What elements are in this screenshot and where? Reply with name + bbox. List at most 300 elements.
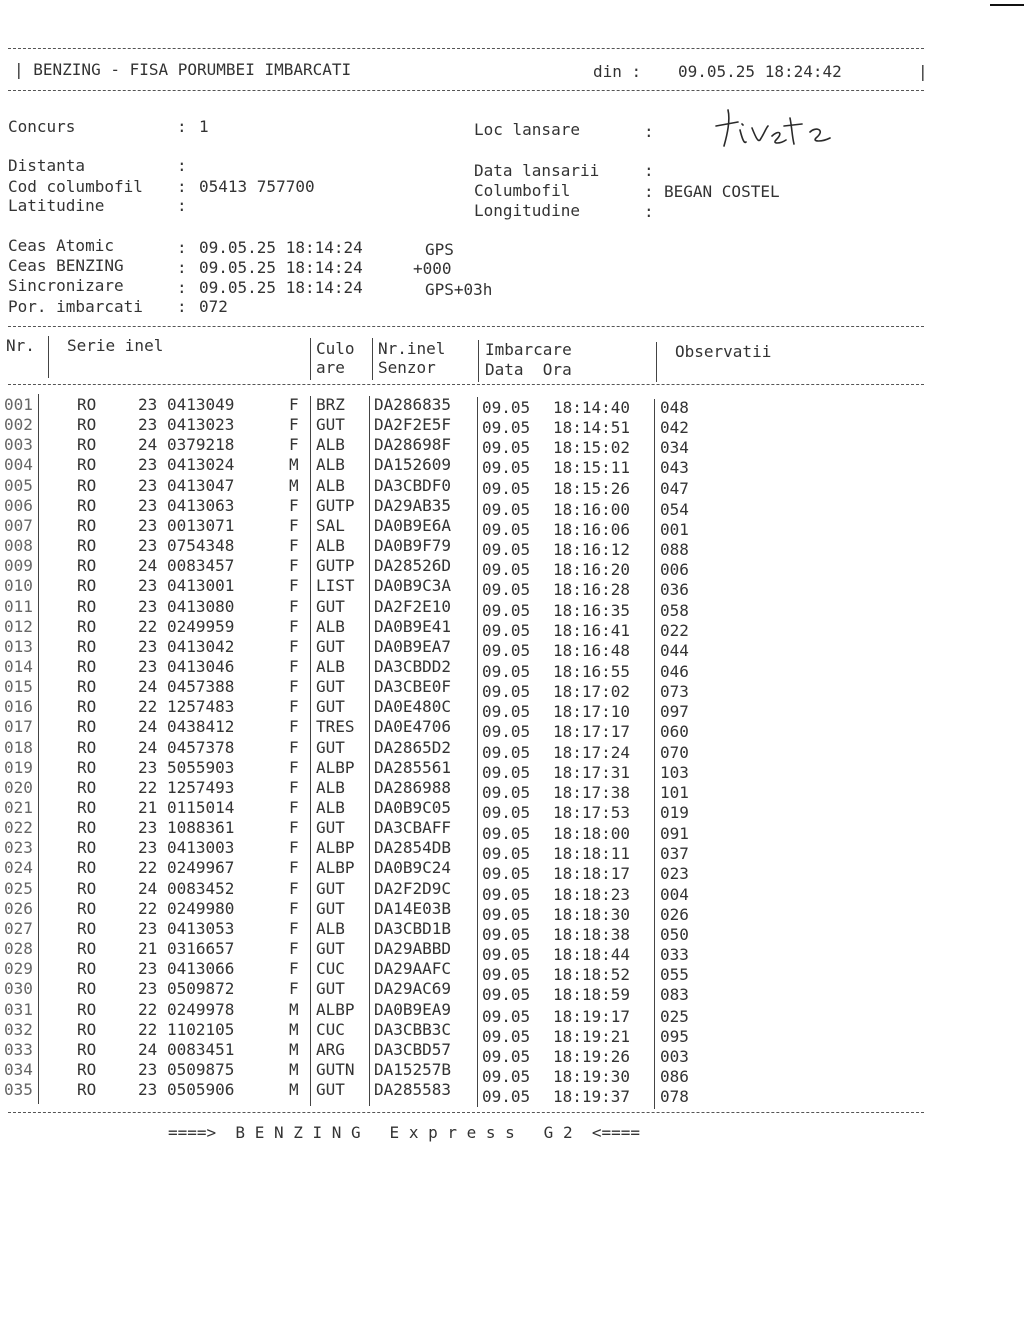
- sex: F: [289, 576, 299, 596]
- table-row: [0, 1039, 1024, 1066]
- scan-corner-mark: [990, 4, 1024, 6]
- observation: 025: [660, 1006, 689, 1026]
- ring-country: RO: [77, 898, 97, 918]
- col-header-imbarcare: Imbarcare: [485, 340, 572, 359]
- observation: 044: [660, 640, 689, 660]
- color-code: ALB: [316, 616, 345, 636]
- table-row: [0, 918, 1024, 944]
- ring-year: 23: [138, 475, 158, 495]
- ring-country: RO: [77, 515, 97, 535]
- observation: 022: [660, 620, 689, 640]
- sex: F: [289, 636, 299, 656]
- ring-year: 23: [138, 515, 158, 535]
- ring-number: 0413046: [167, 656, 235, 676]
- basketing-date: 09.05: [482, 824, 531, 844]
- table-row: [0, 556, 1024, 580]
- basketing-date: 09.05: [482, 1087, 531, 1107]
- sensor-id: DA2F2E10: [374, 596, 452, 616]
- ring-country: RO: [77, 918, 97, 938]
- sensor-id: DA3CBD57: [374, 1039, 452, 1059]
- observation: 073: [660, 682, 689, 702]
- ring-country: RO: [77, 858, 97, 878]
- sex: F: [289, 415, 299, 435]
- observation: 046: [660, 661, 689, 681]
- sensor-id: DA3CBAFF: [374, 818, 452, 838]
- ring-number: 0316657: [167, 939, 235, 959]
- sensor-id: DA285561: [374, 757, 452, 777]
- basketing-date: 09.05: [482, 640, 531, 660]
- sensor-id: DA0B9C24: [374, 858, 452, 878]
- ring-number: 5055903: [167, 757, 235, 777]
- table-row: [0, 1019, 1024, 1046]
- color-code: ALB: [316, 656, 345, 676]
- sex: F: [289, 556, 299, 576]
- row-number: 008: [4, 536, 33, 556]
- ring-number: 0249978: [167, 999, 235, 1019]
- basketing-date: 09.05: [482, 499, 531, 519]
- sex: F: [289, 979, 299, 999]
- observation: 033: [660, 945, 689, 965]
- table-row: [0, 939, 1024, 965]
- sensor-id: DA0B9E41: [374, 616, 452, 636]
- basketing-date: 09.05: [482, 438, 531, 458]
- document-title: | BENZING - FISA PORUMBEI IMBARCATI: [14, 60, 352, 79]
- basketing-date: 09.05: [482, 965, 531, 985]
- header-divider: [48, 336, 49, 378]
- sex: F: [289, 435, 299, 455]
- basketing-date: 09.05: [482, 864, 531, 884]
- basketing-date: 09.05: [482, 398, 531, 417]
- ring-year: 23: [138, 918, 158, 938]
- sex: F: [289, 536, 299, 556]
- basketing-time: 18:16:48: [553, 640, 631, 660]
- basketing-date: 09.05: [482, 762, 531, 782]
- table-row: [0, 476, 1024, 496]
- basketing-time: 18:18:00: [553, 824, 631, 844]
- ring-number: 1257493: [167, 777, 235, 797]
- basketing-time: 18:18:23: [553, 884, 631, 904]
- observation: 101: [660, 782, 689, 802]
- row-number: 020: [4, 777, 33, 797]
- sex: M: [289, 1059, 299, 1079]
- header-divider: [478, 340, 479, 382]
- sex: F: [289, 596, 299, 616]
- sex: F: [289, 798, 299, 817]
- row-number: 011: [4, 596, 33, 616]
- observation: 048: [660, 398, 689, 417]
- ring-year: 21: [138, 798, 158, 817]
- ring-country: RO: [77, 818, 97, 838]
- basketing-time: 18:17:38: [553, 782, 631, 802]
- sex: F: [289, 959, 299, 979]
- observation: 004: [660, 884, 689, 904]
- basketing-time: 18:17:53: [553, 803, 631, 822]
- basketing-time: 18:17:31: [553, 762, 631, 782]
- table-row: [0, 495, 1024, 519]
- observation: 001: [660, 519, 689, 539]
- ring-number: 0509872: [167, 979, 235, 999]
- basketing-date: 09.05: [482, 661, 531, 681]
- sex: F: [289, 697, 299, 717]
- row-number: 031: [4, 999, 33, 1019]
- basketing-time: 18:19:21: [553, 1026, 631, 1046]
- color-code: TRES: [316, 717, 355, 737]
- sex: F: [289, 838, 299, 858]
- col-header-data-ora: Data Ora: [485, 360, 572, 379]
- table-row: [0, 415, 1024, 438]
- color-code: GUT: [316, 939, 345, 959]
- sensor-id: DA0B9EA9: [374, 999, 452, 1019]
- ring-year: 22: [138, 616, 158, 636]
- por-imbarcati-value: 072: [199, 297, 228, 316]
- sex: M: [289, 455, 299, 475]
- sensor-id: DA15257B: [374, 1059, 452, 1079]
- table-row: [0, 596, 1024, 620]
- row-number: 035: [4, 1080, 33, 1100]
- sensor-id: DA3CBD1B: [374, 918, 452, 938]
- distanta-label: Distanta: [8, 156, 86, 175]
- ring-number: 1088361: [167, 818, 235, 838]
- sex: M: [289, 999, 299, 1019]
- table-row: [0, 455, 1024, 478]
- sex: M: [289, 1039, 299, 1059]
- sex: M: [289, 1080, 299, 1100]
- basketing-time: 18:16:41: [553, 620, 631, 640]
- observation: 006: [660, 560, 689, 580]
- ring-number: 0457388: [167, 677, 235, 697]
- basketing-date: 09.05: [482, 722, 531, 742]
- color-code: GUTN: [316, 1059, 355, 1079]
- basketing-time: 18:19:30: [553, 1066, 631, 1086]
- ring-number: 0413049: [167, 395, 235, 414]
- table-row: [0, 435, 1024, 458]
- ring-year: 23: [138, 838, 158, 858]
- basketing-time: 18:16:28: [553, 580, 631, 600]
- row-number: 018: [4, 737, 33, 757]
- ring-country: RO: [77, 737, 97, 757]
- col-header-senzor: Senzor: [378, 358, 436, 377]
- ceas-atomic-suffix: GPS: [425, 240, 454, 259]
- basketing-date: 09.05: [482, 600, 531, 620]
- basketing-date: 09.05: [482, 540, 531, 560]
- ring-number: 0413023: [167, 415, 235, 435]
- basketing-time: 18:18:11: [553, 844, 631, 864]
- ring-number: 0413047: [167, 475, 235, 495]
- print-date-value: 09.05.25 18:24:42: [678, 62, 842, 81]
- distanta-sep: :: [177, 156, 187, 175]
- color-code: GUT: [316, 878, 345, 898]
- ring-number: 0413080: [167, 596, 235, 616]
- dashed-rule: [8, 326, 924, 327]
- color-code: GUT: [316, 596, 345, 616]
- handwritten-signature: [706, 104, 834, 160]
- table-row: [0, 858, 1024, 884]
- ring-country: RO: [77, 1039, 97, 1059]
- basketing-time: 18:17:10: [553, 702, 631, 722]
- ring-year: 23: [138, 1080, 158, 1100]
- basketing-date: 09.05: [482, 702, 531, 722]
- sensor-id: DA2865D2: [374, 737, 452, 757]
- basketing-time: 18:18:44: [553, 945, 631, 965]
- sensor-id: DA0B9E6A: [374, 515, 452, 535]
- ring-country: RO: [77, 798, 97, 817]
- ring-year: 23: [138, 636, 158, 656]
- ring-number: 0249967: [167, 858, 235, 878]
- ring-country: RO: [77, 556, 97, 576]
- ring-country: RO: [77, 616, 97, 636]
- observation: 026: [660, 904, 689, 924]
- sensor-id: DA29AAFC: [374, 959, 452, 979]
- basketing-time: 18:17:17: [553, 722, 631, 742]
- sex: F: [289, 878, 299, 898]
- row-number: 012: [4, 616, 33, 636]
- sensor-id: DA0E480C: [374, 697, 452, 717]
- basketing-time: 18:16:00: [553, 499, 631, 519]
- row-number: 013: [4, 636, 33, 656]
- basketing-time: 18:14:40: [553, 398, 631, 417]
- ceas-benzing-suffix: +000: [413, 259, 452, 278]
- basketing-date: 09.05: [482, 904, 531, 924]
- sensor-id: DA28698F: [374, 435, 452, 455]
- ring-number: 0083452: [167, 878, 235, 898]
- basketing-date: 09.05: [482, 519, 531, 539]
- row-number: 002: [4, 415, 33, 435]
- sensor-id: DA28526D: [374, 556, 452, 576]
- color-code: ALBP: [316, 838, 355, 858]
- basketing-date: 09.05: [482, 620, 531, 640]
- dashed-rule: [8, 48, 924, 49]
- ring-year: 23: [138, 818, 158, 838]
- color-code: CUC: [316, 959, 345, 979]
- ceas-benzing-sep: :: [177, 258, 187, 277]
- row-number: 034: [4, 1059, 33, 1079]
- sensor-id: DA29ABBD: [374, 939, 452, 959]
- dashed-rule: [8, 1112, 924, 1113]
- ring-year: 22: [138, 858, 158, 878]
- table-row: [0, 898, 1024, 924]
- ring-country: RO: [77, 576, 97, 596]
- basketing-date: 09.05: [482, 682, 531, 702]
- row-number: 026: [4, 898, 33, 918]
- ring-year: 22: [138, 697, 158, 717]
- sensor-id: DA0B9EA7: [374, 636, 452, 656]
- col-header-observatii: Observatii: [675, 342, 772, 361]
- ring-country: RO: [77, 838, 97, 858]
- color-code: GUTP: [316, 556, 355, 576]
- observation: 023: [660, 864, 689, 884]
- sex: F: [289, 777, 299, 797]
- ring-year: 23: [138, 536, 158, 556]
- basketing-date: 09.05: [482, 1006, 531, 1026]
- sex: F: [289, 898, 299, 918]
- ring-year: 24: [138, 737, 158, 757]
- basketing-time: 18:18:30: [553, 904, 631, 924]
- observation: 034: [660, 438, 689, 458]
- basketing-time: 18:16:35: [553, 600, 631, 620]
- color-code: ALBP: [316, 999, 355, 1019]
- table-row: [0, 656, 1024, 681]
- observation: 047: [660, 478, 689, 498]
- sex: F: [289, 737, 299, 757]
- row-number: 032: [4, 1019, 33, 1039]
- ring-country: RO: [77, 757, 97, 777]
- ring-year: 23: [138, 395, 158, 414]
- ring-number: 1257483: [167, 697, 235, 717]
- ring-number: 0413053: [167, 918, 235, 938]
- basketing-time: 18:16:12: [553, 540, 631, 560]
- observation: 078: [660, 1087, 689, 1107]
- color-code: ALB: [316, 435, 345, 455]
- basketing-time: 18:15:26: [553, 478, 631, 498]
- table-row: [0, 515, 1024, 539]
- ring-country: RO: [77, 959, 97, 979]
- table-row: [0, 1080, 1024, 1107]
- col-header-nr: Nr.: [6, 336, 35, 355]
- basketing-time: 18:18:17: [553, 864, 631, 884]
- sensor-id: DA286835: [374, 395, 452, 414]
- sex: F: [289, 918, 299, 938]
- ring-country: RO: [77, 395, 97, 414]
- cod-columbofil-label: Cod columbofil: [8, 177, 143, 196]
- row-number: 023: [4, 838, 33, 858]
- basketing-time: 18:17:02: [553, 682, 631, 702]
- ring-number: 0413001: [167, 576, 235, 596]
- ring-number: 1102105: [167, 1019, 235, 1039]
- ring-country: RO: [77, 677, 97, 697]
- ring-country: RO: [77, 455, 97, 475]
- observation: 003: [660, 1046, 689, 1066]
- sensor-id: DA286988: [374, 777, 452, 797]
- basketing-time: 18:15:11: [553, 458, 631, 478]
- color-code: GUT: [316, 677, 345, 697]
- header-divider: [310, 338, 311, 380]
- table-row: [0, 979, 1024, 1005]
- table-row: [0, 536, 1024, 560]
- ring-number: 0754348: [167, 536, 235, 556]
- ring-year: 24: [138, 1039, 158, 1059]
- sensor-id: DA2854DB: [374, 838, 452, 858]
- sex: F: [289, 757, 299, 777]
- ring-number: 0509875: [167, 1059, 235, 1079]
- color-code: ALB: [316, 798, 345, 817]
- row-number: 022: [4, 818, 33, 838]
- ceas-benzing-value: 09.05.25 18:14:24: [199, 258, 363, 277]
- ring-country: RO: [77, 475, 97, 495]
- color-code: ALBP: [316, 858, 355, 878]
- basketing-date: 09.05: [482, 1066, 531, 1086]
- columbofil-sep: :: [644, 182, 654, 201]
- ring-country: RO: [77, 999, 97, 1019]
- ring-number: 0013071: [167, 515, 235, 535]
- ring-year: 23: [138, 656, 158, 676]
- basketing-time: 18:19:26: [553, 1046, 631, 1066]
- loc-lansare-label: Loc lansare: [474, 120, 580, 139]
- row-number: 033: [4, 1039, 33, 1059]
- sincronizare-value: 09.05.25 18:14:24: [199, 278, 363, 297]
- ring-year: 23: [138, 979, 158, 999]
- basketing-date: 09.05: [482, 742, 531, 762]
- row-number: 004: [4, 455, 33, 475]
- header-divider: [372, 338, 373, 380]
- basketing-time: 18:15:02: [553, 438, 631, 458]
- basketing-date: 09.05: [482, 985, 531, 1005]
- basketing-date: 09.05: [482, 1026, 531, 1046]
- color-code: GUT: [316, 979, 345, 999]
- color-code: SAL: [316, 515, 345, 535]
- sensor-id: DA14E03B: [374, 898, 452, 918]
- color-code: LIST: [316, 576, 355, 596]
- color-code: GUT: [316, 415, 345, 435]
- col-header-culoare: Culo: [316, 339, 355, 358]
- observation: 095: [660, 1026, 689, 1046]
- color-code: GUT: [316, 737, 345, 757]
- basketing-time: 18:16:55: [553, 661, 631, 681]
- observation: 097: [660, 702, 689, 722]
- ring-number: 0505906: [167, 1080, 235, 1100]
- table-row: [0, 798, 1024, 822]
- sex: F: [289, 515, 299, 535]
- observation: 083: [660, 985, 689, 1005]
- basketing-time: 18:19:37: [553, 1087, 631, 1107]
- observation: 070: [660, 742, 689, 762]
- por-imbarcati-sep: :: [177, 297, 187, 316]
- color-code: GUTP: [316, 495, 355, 515]
- observation: 019: [660, 803, 689, 822]
- ring-number: 0413066: [167, 959, 235, 979]
- cod-columbofil-sep: :: [177, 177, 187, 196]
- longitudine-label: Longitudine: [474, 201, 580, 220]
- table-row: [0, 999, 1024, 1026]
- row-number: 028: [4, 939, 33, 959]
- table-row: [0, 757, 1024, 782]
- sex: F: [289, 656, 299, 676]
- ring-country: RO: [77, 596, 97, 616]
- row-number: 010: [4, 576, 33, 596]
- sensor-id: DA0B9C05: [374, 798, 452, 817]
- row-number: 003: [4, 435, 33, 455]
- col-header-nr-inel: Nr.inel: [378, 339, 446, 358]
- color-code: GUT: [316, 898, 345, 918]
- table-row: [0, 697, 1024, 722]
- table-row: [0, 818, 1024, 844]
- observation: 042: [660, 418, 689, 438]
- sensor-id: DA29AC69: [374, 979, 452, 999]
- color-code: ALB: [316, 475, 345, 495]
- observation: 055: [660, 965, 689, 985]
- row-number: 027: [4, 918, 33, 938]
- observation: 036: [660, 580, 689, 600]
- table-row: [0, 838, 1024, 864]
- table-row: [0, 616, 1024, 640]
- sensor-id: DA3CBE0F: [374, 677, 452, 697]
- basketing-date: 09.05: [482, 1046, 531, 1066]
- table-row: [0, 636, 1024, 660]
- basketing-date: 09.05: [482, 884, 531, 904]
- latitudine-sep: :: [177, 196, 187, 215]
- sex: F: [289, 858, 299, 878]
- ring-number: 0083451: [167, 1039, 235, 1059]
- color-code: GUT: [316, 818, 345, 838]
- basketing-time: 18:18:59: [553, 985, 631, 1005]
- por-imbarcati-label: Por. imbarcati: [8, 297, 143, 316]
- observation: 088: [660, 540, 689, 560]
- data-lansarii-label: Data lansarii: [474, 161, 600, 180]
- row-number: 006: [4, 495, 33, 515]
- table-row: [0, 737, 1024, 762]
- col-header-serie-inel: Serie inel: [67, 336, 164, 355]
- ring-country: RO: [77, 1059, 97, 1079]
- row-number: 030: [4, 979, 33, 999]
